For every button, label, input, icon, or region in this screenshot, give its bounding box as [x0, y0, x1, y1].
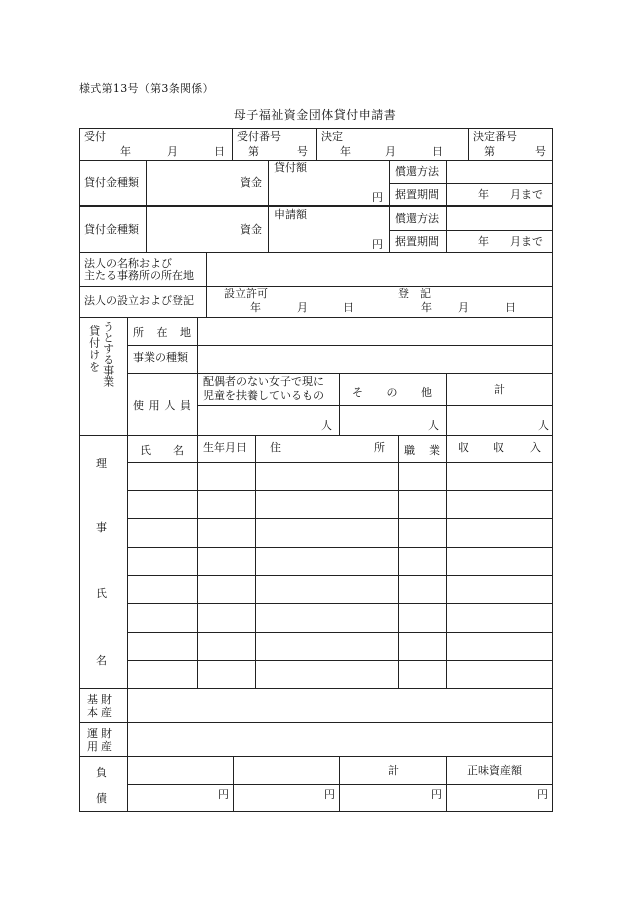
form-title: 母子福祉資金団体貸付申請書: [233, 108, 397, 122]
repayment-method-label-2: 償還方法: [395, 212, 439, 225]
receipt-number-dai: 第: [248, 145, 259, 158]
repayment-method-input[interactable]: [447, 161, 552, 183]
net-assets-label: 正味資産額: [467, 764, 522, 777]
decision-number-field[interactable]: [469, 129, 552, 160]
col-address-header-2: 所: [374, 441, 385, 454]
grace-period-year: 年: [478, 188, 489, 201]
directors-table-body[interactable]: [128, 463, 552, 688]
corp-office-label: 主たる事務所の所在地: [84, 269, 194, 282]
single-mothers-nin: 人: [321, 419, 332, 432]
basic-assets-label: 基 財 本 産: [87, 693, 112, 719]
loan-amount-label: 貸付額: [274, 161, 307, 174]
registration-year: 年: [421, 301, 432, 314]
repayment-method-input-2[interactable]: [447, 208, 552, 230]
col-income-header-2: 収: [493, 441, 504, 454]
single-mothers-label-2: 児童を扶養しているもの: [203, 389, 324, 402]
grace-period-year-2: 年: [478, 235, 489, 248]
receipt-number-label: 受付番号: [237, 130, 281, 143]
debt-yen-4: 円: [537, 788, 548, 801]
requested-amount-yen: 円: [372, 238, 383, 251]
grace-period-label: 据置期間: [395, 188, 439, 201]
debt-yen-3: 円: [431, 788, 442, 801]
business-side-col1: 貸付けを: [87, 325, 101, 373]
operating-assets-input[interactable]: [128, 723, 552, 756]
grace-period-month: 月まで: [510, 188, 543, 201]
debt-yen-1: 円: [218, 788, 229, 801]
decision-year: 年: [340, 145, 351, 158]
grace-period-month-2: 月まで: [510, 235, 543, 248]
loan-type-label: 貸付金種類: [84, 176, 139, 189]
debt-label-1: 負: [96, 766, 107, 779]
receipt-year: 年: [120, 145, 131, 158]
loan-type-input[interactable]: [147, 161, 237, 205]
debt-label-2: 債: [96, 792, 107, 805]
receipt-day: 日: [214, 145, 225, 158]
loan-type-label-2: 貸付金種類: [84, 223, 139, 236]
location-input[interactable]: [198, 318, 552, 345]
receipt-label: 受付: [84, 130, 106, 143]
establish-permit-label: 設立許可: [224, 287, 268, 300]
debt-total-label: 計: [388, 764, 399, 777]
registration-day: 日: [505, 301, 516, 314]
other-staff-nin: 人: [428, 419, 439, 432]
repayment-method-label: 償還方法: [395, 165, 439, 178]
receipt-number-go: 号: [297, 145, 308, 158]
loan-type-fund: 資金: [240, 176, 262, 189]
basic-assets-input[interactable]: [128, 689, 552, 722]
directors-side-1: 理: [96, 457, 107, 470]
decision-month: 月: [385, 145, 396, 158]
directors-side-3: 氏: [96, 587, 107, 600]
receipt-month: 月: [167, 145, 178, 158]
col-income-header-1: 収: [458, 441, 469, 454]
registration-label: 登 記: [398, 287, 431, 300]
loan-amount-yen: 円: [372, 191, 383, 204]
directors-side-4: 名: [96, 654, 107, 667]
col-job-header: 職 業: [404, 444, 440, 457]
col-address-header-1: 住: [270, 441, 281, 454]
receipt-number-field[interactable]: [233, 129, 316, 160]
permit-day: 日: [343, 301, 354, 314]
corp-establish-label: 法人の設立および登記: [84, 294, 194, 307]
corp-name-input[interactable]: [207, 253, 552, 286]
loan-type-input-2[interactable]: [147, 208, 237, 252]
single-mothers-label-1: 配偶者のない女子で現に: [203, 375, 324, 388]
col-income-header-3: 入: [530, 441, 541, 454]
loan-type-fund-2: 資金: [240, 223, 262, 236]
total-staff-nin: 人: [538, 419, 549, 432]
location-label: 所 在 地: [133, 326, 191, 339]
total-staff-label: 計: [494, 383, 505, 396]
directors-side-2: 事: [96, 521, 107, 534]
business-kind-label: 事業の種類: [133, 351, 188, 364]
decision-number-dai: 第: [484, 145, 495, 158]
col-name-header: 氏 名: [140, 444, 184, 457]
decision-number-go: 号: [535, 145, 546, 158]
debt-input[interactable]: [128, 757, 552, 812]
debt-yen-2: 円: [324, 788, 335, 801]
operating-assets-label: 運 財 用 産: [87, 727, 112, 753]
single-mothers-input[interactable]: [198, 406, 339, 435]
registration-month: 月: [458, 301, 469, 314]
corp-establish-input[interactable]: [207, 287, 552, 317]
decision-label: 決定: [321, 130, 343, 143]
corp-name-label: 法人の名称および: [84, 257, 172, 270]
form-number: 様式第13号（第3条関係）: [79, 82, 214, 95]
staff-label: 使 用 人 員: [133, 399, 191, 412]
business-kind-input[interactable]: [198, 346, 552, 373]
business-side-col2: うとする事業: [101, 321, 115, 387]
permit-year: 年: [250, 301, 261, 314]
requested-amount-input[interactable]: [269, 208, 389, 252]
grace-period-label-2: 据置期間: [395, 235, 439, 248]
decision-day: 日: [432, 145, 443, 158]
receipt-date-field[interactable]: [80, 129, 232, 160]
decision-number-label: 決定番号: [473, 130, 517, 143]
total-staff-input[interactable]: [447, 406, 552, 435]
col-birth-header: 生年月日: [203, 441, 247, 454]
permit-month: 月: [297, 301, 308, 314]
requested-amount-label: 申請額: [274, 208, 307, 221]
decision-date-field[interactable]: [317, 129, 468, 160]
loan-amount-input[interactable]: [269, 161, 389, 205]
other-staff-label: そ の 他: [352, 386, 432, 399]
other-staff-input[interactable]: [340, 406, 446, 435]
